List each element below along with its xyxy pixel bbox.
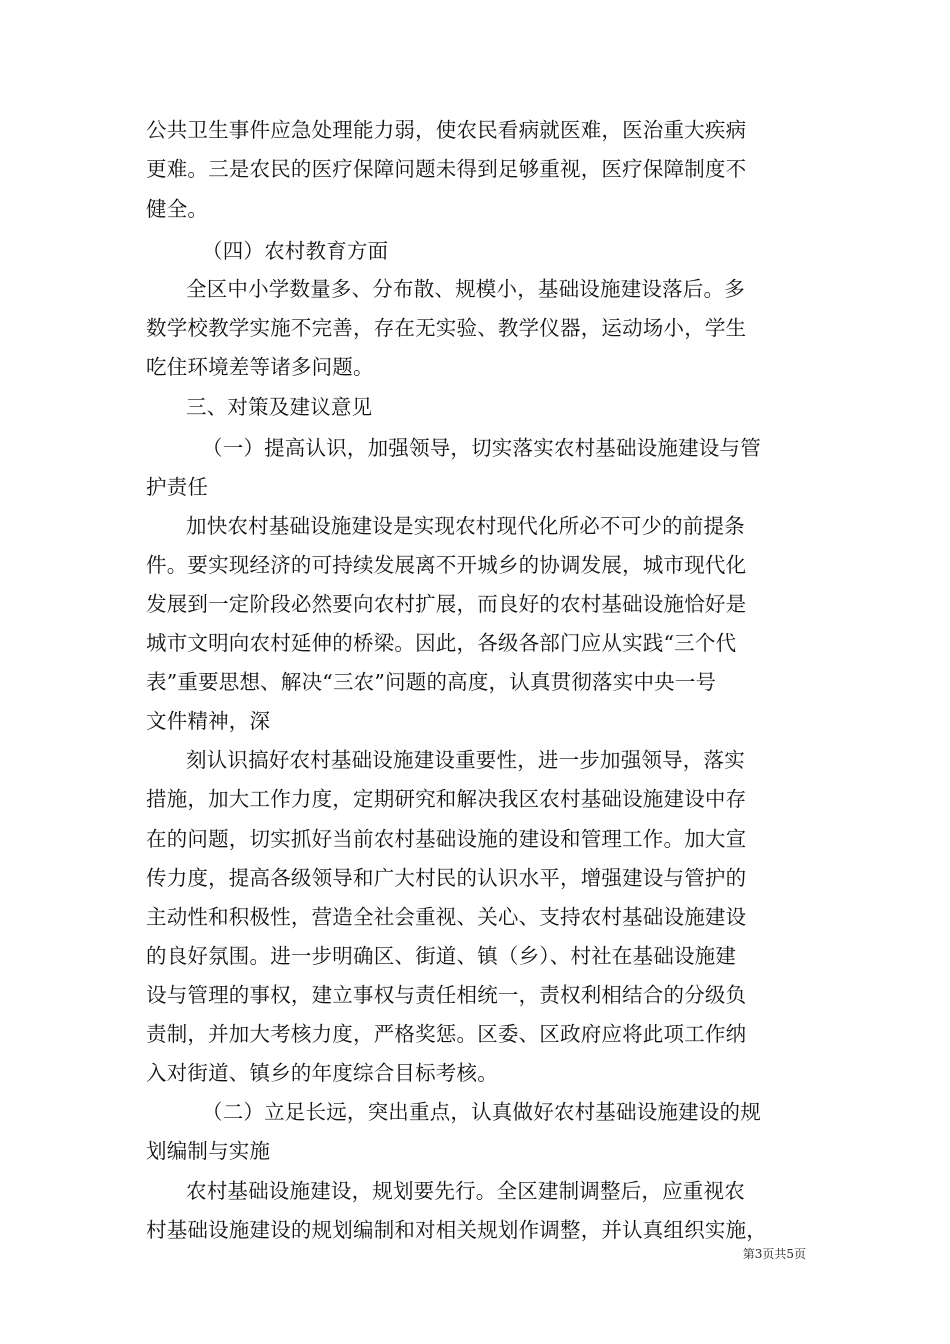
text-line: 健全。	[146, 197, 209, 221]
page-number: 第3页共5页	[742, 1247, 806, 1261]
text-line: 全区中小学数量多、分布散、规模小，基础设施建设落后。多	[186, 277, 745, 301]
text-line: 主动性和积极性，营造全社会重视、关心、支持农村基础设施建设	[146, 905, 747, 929]
text-line: （二）立足长远，突出重点，认真做好农村基础设施建设的规	[202, 1100, 761, 1124]
text-line: 措施，加大工作力度，定期研究和解决我区农村基础设施建设中存	[146, 787, 747, 811]
text-line: （四）农村教育方面	[202, 239, 389, 263]
text-line: 文件精神，深	[146, 709, 271, 733]
text-line: 的良好氛围。进一步明确区、街道、镇（乡）、村社在基础设施建	[146, 944, 737, 968]
text-line: 表”重要思想、解决“三农”问题的高度，认真贯彻落实中央一号	[146, 670, 717, 694]
text-line: 入对街道、镇乡的年度综合目标考核。	[146, 1061, 498, 1085]
text-line: 传力度，提高各级领导和广大村民的认识水平，增强建设与管护的	[146, 866, 747, 890]
text-line: 农村基础设施建设，规划要先行。全区建制调整后，应重视农	[186, 1179, 745, 1203]
text-line: 数学校教学实施不完善，存在无实验、教学仪器，运动场小，学生	[146, 316, 747, 340]
text-line: 加快农村基础设施建设是实现农村现代化所必不可少的前提条	[186, 514, 745, 538]
text-line: 划编制与实施	[146, 1139, 271, 1163]
text-line: 吃住环境差等诸多问题。	[146, 355, 374, 379]
text-line: 更难。三是农民的医疗保障问题未得到足够重视，医疗保障制度不	[146, 157, 747, 181]
text-line: 件。要实现经济的可持续发展离不开城乡的协调发展，城市现代化	[146, 553, 747, 577]
text-line: 公共卫生事件应急处理能力弱，使农民看病就医难，医治重大疾病	[146, 118, 747, 142]
text-line: 村基础设施建设的规划编制和对相关规划作调整，并认真组织实施，	[146, 1218, 767, 1242]
text-line: 设与管理的事权，建立事权与责任相统一，责权利相结合的分级负	[146, 983, 747, 1007]
text-line: 在的问题，切实抓好当前农村基础设施的建设和管理工作。加大宣	[146, 827, 747, 851]
text-line: （一）提高认识，加强领导，切实落实农村基础设施建设与管	[202, 436, 761, 460]
text-line: 护责任	[146, 475, 209, 499]
text-line: 刻认识搞好农村基础设施建设重要性，进一步加强领导，落实	[186, 748, 745, 772]
text-line: 城市文明向农村延伸的桥梁。因此，各级各部门应从实践“三个代	[146, 631, 737, 655]
text-line: 发展到一定阶段必然要向农村扩展，而良好的农村基础设施恰好是	[146, 592, 747, 616]
text-line: 责制，并加大考核力度，严格奖惩。区委、区政府应将此项工作纳	[146, 1022, 747, 1046]
text-line: 三、对策及建议意见	[186, 395, 373, 419]
